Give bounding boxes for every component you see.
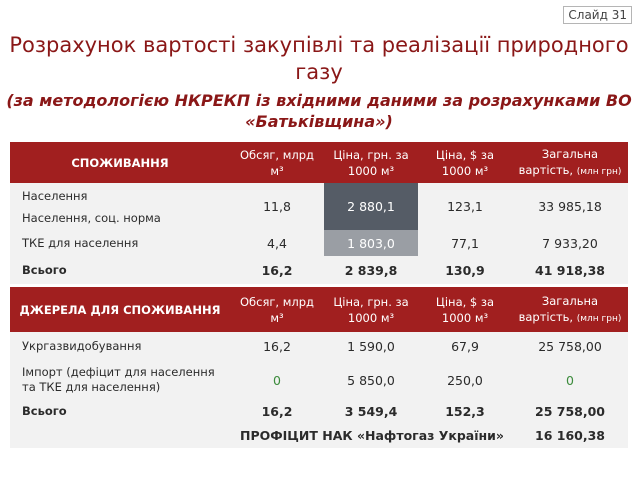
table-row [10, 230, 628, 256]
row-total: 25 758,00 [512, 332, 628, 360]
row-price-uah: 1 590,0 [324, 332, 418, 360]
sources-header-total: Загальна вартість, (млн грн) [512, 287, 628, 332]
page-title: Розрахунок вартості закупівлі та реалізації природного газу [9, 33, 629, 84]
slide-number: Слайд 31 [563, 6, 632, 24]
row-price-uah: 5 850,0 [324, 360, 418, 400]
row-price-usd: 250,0 [418, 360, 512, 400]
row-name: Населення Населення, соц. норма [10, 183, 230, 230]
row-total: 7 933,20 [512, 230, 628, 256]
row-volume: 0 [230, 360, 324, 400]
row-volume: 16,2 [230, 256, 324, 284]
consumption-header-row [10, 142, 628, 183]
surplus-label: ПРОФІЦИТ НАК «Нафтогаз України» [10, 422, 512, 448]
table-row-total [10, 400, 628, 422]
row-price-uah: 3 549,4 [324, 400, 418, 422]
row-price-usd: 130,9 [418, 256, 512, 284]
row-name: ТКЕ для населення [10, 230, 230, 256]
row-price-usd: 67,9 [418, 332, 512, 360]
row-total: 0 [512, 360, 628, 400]
row-price-usd: 152,3 [418, 400, 512, 422]
row-name: Всього [10, 256, 230, 284]
row-name: Укргазвидобування [10, 332, 230, 360]
sources-header-name: ДЖЕРЕЛА ДЛЯ СПОЖИВАННЯ [10, 287, 230, 332]
row-volume: 4,4 [230, 230, 324, 256]
page-subtitle: (за методологією НКРЕКП із вхідними даними за розрахунками ВО «Батьківщина») [6, 91, 632, 131]
row-price-usd: 77,1 [418, 230, 512, 256]
row-price-uah: 1 803,0 [324, 230, 418, 256]
surplus-value: 16 160,38 [512, 422, 628, 448]
consumption-header-name: СПОЖИВАННЯ [10, 142, 230, 183]
row-name: Імпорт (дефіцит для населення та ТКЕ для населення) [10, 360, 230, 400]
surplus-row [10, 422, 628, 448]
row-price-uah: 2 880,1 [324, 183, 418, 230]
consumption-header-price-uah: Ціна, грн. за 1000 м³ [324, 142, 418, 183]
consumption-table [10, 142, 628, 284]
sources-table [10, 287, 628, 448]
row-volume: 16,2 [230, 332, 324, 360]
consumption-header-volume: Обсяг, млрд м³ [230, 142, 324, 183]
row-total: 33 985,18 [512, 183, 628, 230]
sources-header-price-uah: Ціна, грн. за 1000 м³ [324, 287, 418, 332]
row-name: Всього [10, 400, 230, 422]
row-total: 41 918,38 [512, 256, 628, 284]
row-price-uah: 2 839,8 [324, 256, 418, 284]
sources-header-volume: Обсяг, млрд м³ [230, 287, 324, 332]
table-row-total [10, 256, 628, 284]
table-row [10, 332, 628, 360]
sources-header-price-usd: Ціна, $ за 1000 м³ [418, 287, 512, 332]
row-price-usd: 123,1 [418, 183, 512, 230]
table-row [10, 183, 628, 230]
table-row [10, 360, 628, 400]
row-volume: 16,2 [230, 400, 324, 422]
row-total: 25 758,00 [512, 400, 628, 422]
consumption-header-price-usd: Ціна, $ за 1000 м³ [418, 142, 512, 183]
consumption-header-total: Загальна вартість, (млн грн) [512, 142, 628, 183]
row-volume: 11,8 [230, 183, 324, 230]
sources-header-row [10, 287, 628, 332]
